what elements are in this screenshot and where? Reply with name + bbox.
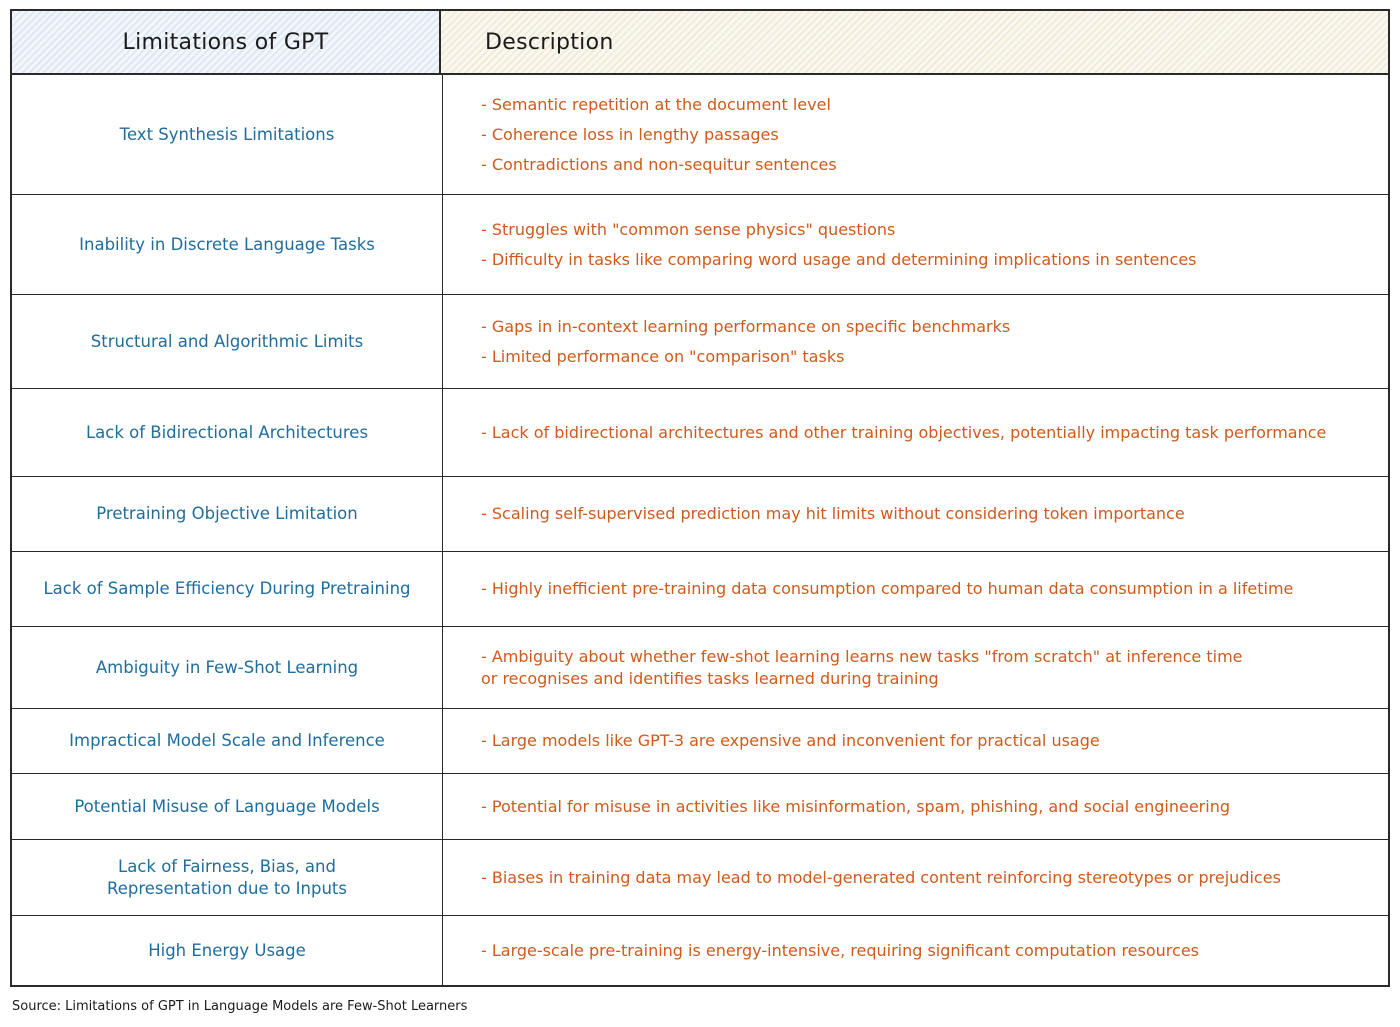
description-cell [443, 552, 1388, 626]
description-line: - Struggles with "common sense physics" questions [481, 219, 896, 239]
limitation-cell: Lack of Bidirectional Architectures [12, 389, 443, 476]
table-row [12, 627, 1388, 709]
limitation-cell: Structural and Algorithmic Limits [12, 295, 443, 388]
source-caption: Source: Limitations of GPT in Language Models are Few-Shot Learners [12, 999, 468, 1014]
description-cell [443, 389, 1388, 476]
limitation-cell: Lack of Fairness, Bias, and Representation due to Inputs [12, 840, 443, 915]
table-row [12, 477, 1388, 552]
header-description-label: Description [485, 29, 614, 55]
table-row [12, 295, 1388, 389]
table-row [12, 389, 1388, 477]
description-cell [443, 477, 1388, 551]
description-line: - Potential for misuse in activities like misinformation, spam, phishing, and social engineering [481, 796, 1230, 816]
description-line: - Gaps in in-context learning performance on specific benchmarks [481, 316, 1011, 336]
description-cell [443, 295, 1388, 388]
header-limitations [12, 11, 441, 75]
description-cell [443, 195, 1388, 294]
limitation-cell: Inability in Discrete Language Tasks [12, 195, 443, 294]
table-row [12, 916, 1388, 985]
description-cell [443, 709, 1388, 773]
table-row [12, 709, 1388, 774]
header-description [441, 11, 1388, 75]
limitation-cell: Potential Misuse of Language Models [12, 774, 443, 839]
description-cell [443, 916, 1388, 985]
description-line: - Ambiguity about whether few-shot learning learns new tasks "from scratch" at inference time [481, 646, 1243, 666]
description-line: - Biases in training data may lead to model-generated content reinforcing stereotypes or prejudices [481, 867, 1281, 887]
table-row [12, 840, 1388, 916]
limitation-cell: Text Synthesis Limitations [12, 75, 443, 194]
description-line: - Large models like GPT-3 are expensive and inconvenient for practical usage [481, 731, 1100, 750]
table-row [12, 552, 1388, 627]
description-line: - Limited performance on "comparison" tasks [481, 346, 845, 366]
limitation-cell: High Energy Usage [12, 916, 443, 985]
limitation-cell: Impractical Model Scale and Inference [12, 709, 443, 773]
table-row [12, 774, 1388, 840]
description-line: or recognises and identifies tasks learned during training [481, 668, 939, 688]
description-line: - Lack of bidirectional architectures and other training objectives, potentially impacting task performance [481, 422, 1327, 442]
description-line: - Contradictions and non-sequitur sentences [481, 154, 837, 174]
description-line: - Scaling self-supervised prediction may hit limits without considering token importance [481, 504, 1185, 523]
description-cell [443, 774, 1388, 839]
limitation-cell: Ambiguity in Few-Shot Learning [12, 627, 443, 708]
description-cell [443, 840, 1388, 915]
description-line: - Highly inefficient pre-training data consumption compared to human data consumption in a lifetime [481, 579, 1294, 598]
table-row [12, 75, 1388, 195]
limitation-cell: Pretraining Objective Limitation [12, 477, 443, 551]
description-line: - Coherence loss in lengthy passages [481, 124, 779, 144]
description-cell [443, 627, 1388, 708]
limitations-table [10, 9, 1390, 987]
table-row [12, 195, 1388, 295]
description-line: - Large-scale pre-training is energy-intensive, requiring significant computation resources [481, 940, 1199, 960]
header-limitations-label: Limitations of GPT [122, 29, 329, 55]
description-cell [443, 75, 1388, 194]
description-line: - Semantic repetition at the document level [481, 94, 831, 114]
limitation-cell: Lack of Sample Efficiency During Pretraining [12, 552, 443, 626]
description-line: - Difficulty in tasks like comparing word usage and determining implications in sentences [481, 249, 1197, 269]
